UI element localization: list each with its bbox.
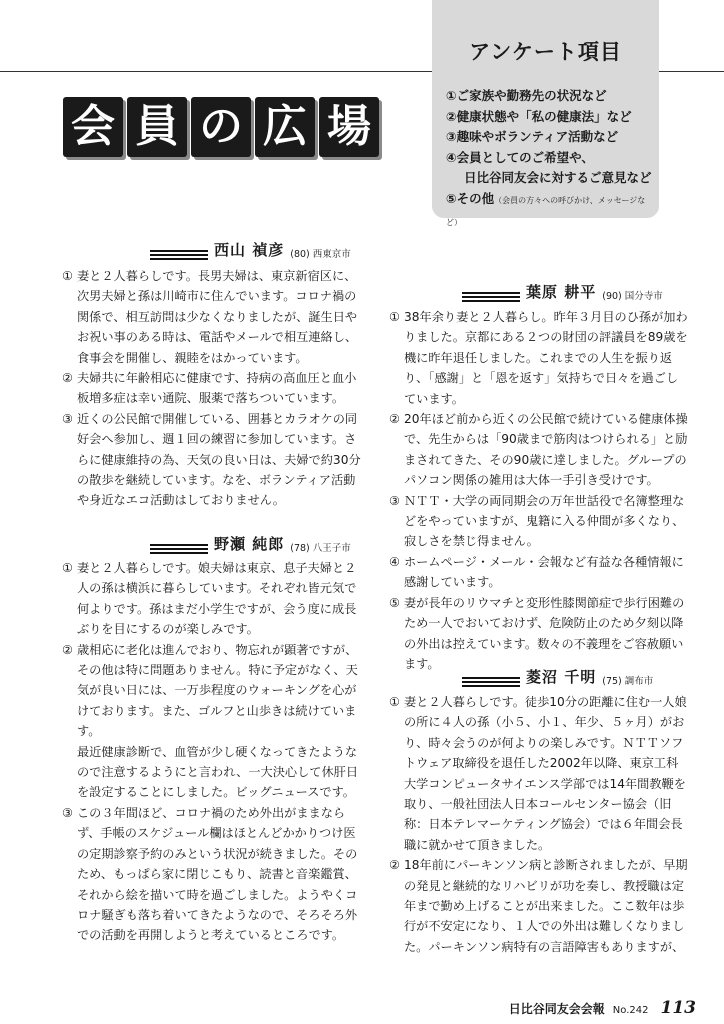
member-location: 調布市: [624, 676, 654, 687]
answer-number: ④: [389, 554, 400, 569]
answer-text: 妻と２人暮らしです。徒歩10分の距離に住む一人娘の所に４人の孫（小５、小１、年少、５ヶ月）がおり、時々会うのが何よりの楽しみです。ＮＴＴソフトウェア取締役を退任した2002年以降、東京工科大学コンピュータサイエンス学部では14年間教鞭を取り、一般社団法人日本コールセンター協会（旧称：日本テレマーケティング協会）では６年間会長職に就かせて頂きました。: [404, 695, 687, 852]
answer-item: [62, 266, 361, 368]
survey-title: アンケート項目: [469, 40, 622, 64]
survey-item: [446, 86, 656, 107]
header-rule-decoration: [150, 542, 208, 554]
answer-text: 夫婦共に年齢相応に健康です、持病の高血圧と血小板増多症は幸い通院、服薬で落ちついています。: [77, 371, 357, 406]
answer-text: 18年前にパーキンソン病と診断されましたが、早期の発見と継続的なリハビリが功を奏し、教授職は定年まで勤め上げることが出来ました。ここ数年は歩行が不安定になり、１人での外出は難しくなりました。パーキンソン病特有の言語障害もありますが、: [404, 858, 688, 954]
answer-text: 近くの公民館で開催している、囲碁とカラオケの同好会へ参加し、週１回の練習に参加しています。さらに健康維持の為、天気の良い日は、夫婦で約30分の散歩を継続しています。なを、ボランティア活動や身近なエコ活動はしておりません。: [77, 411, 361, 508]
member-header: [462, 280, 663, 302]
answer-item: [389, 692, 689, 855]
answer-text: 最近健康診断で、血管が少し硬くなってきたようなので注意するようにと言われ、一大決心して休肝日を設定することにしました。ビッグニュースです。: [77, 744, 359, 800]
answer-number: ③: [62, 805, 73, 820]
member-header: [150, 532, 351, 554]
member-age: (80): [290, 249, 310, 260]
member-age: (78): [290, 543, 310, 554]
answer-item: [62, 803, 361, 946]
survey-item: [446, 189, 656, 234]
answer-item: [389, 593, 689, 675]
answer-text: 歳相応に老化は進んでおり、物忘れが顕著ですが、その他は特に問題ありません。特に予定がなく、天気が良い日には、一万歩程度のウォーキングを心がけております。また、ゴルフと山歩きは続けています。: [77, 642, 358, 739]
member-location: 八王子市: [312, 543, 351, 554]
answer-item: [389, 491, 689, 552]
survey-item: [446, 148, 656, 189]
answer-item: [62, 640, 361, 803]
survey-item-text: ご家族や勤務先の状況など: [456, 88, 607, 103]
member-location: 西東京市: [312, 249, 351, 260]
answer-text: 妻と２人暮らしです。娘夫婦は東京、息子夫婦と２人の孫は横浜に暮らしています。それぞれ皆元気で何よりです。孫はまだ小学生ですが、会う度に成長ぶりを目にするのが楽しみです。: [77, 561, 357, 637]
answer-text: 妻と２人暮らしです。長男夫婦は、東京新宿区に、次男夫婦と孫は川崎市に住んでいます。コロナ禍の関係で、相互訪問は少なくなりましたが、誕生日やお祝い事のある時は、電話やメールで相互連絡し、食事会を開催し、親睦をはかっています。: [77, 269, 358, 365]
page-title-char: 広: [255, 97, 315, 157]
answer-number: ②: [389, 412, 400, 427]
survey-item-number: ①: [446, 88, 457, 103]
answer-number: ①: [389, 310, 400, 324]
survey-item-text: 趣味やボランティア活動など: [456, 129, 619, 144]
answer-number: ③: [62, 411, 73, 426]
answer-text: この３年間ほど、コロナ禍のため外出がままならず、手帳のスケジュール欄はほとんどかかりつけ医の定期診察予約のみという状況が続きました。そのため、もっぱら家に閉じこもり、読書と音楽鑑賞、それから絵を描いて時を過ごしました。ようやくコロナ騒ぎも落ち着いてきたようなので、そろそろ外での活動を再開しようと考えているところです。: [77, 805, 358, 943]
survey-item-number: ②: [446, 108, 457, 124]
answer-item: [389, 855, 689, 957]
survey-item-text: 会員としてのご希望や、: [456, 149, 594, 165]
survey-item-text: その他: [456, 190, 495, 206]
answer-text: 20年ほど前から近くの公民館で続けている健康体操で、先生からは「90歳まで筋肉はつけられる」と励まされてきた、その90歳に達しました。グループのパソコン関係の雑用は大体一手引き受けです。: [404, 412, 688, 488]
answer-item: [389, 552, 689, 593]
member-location: 国分寺市: [624, 291, 663, 302]
member-name: 野瀬 純郎: [214, 535, 285, 553]
page-title-char: 員: [127, 97, 187, 157]
member-answers: [62, 266, 361, 511]
member-name: 葉原 耕平: [526, 283, 597, 301]
answer-item: [62, 368, 361, 409]
answer-text: ＮＴＴ・大学の両同期会の万年世話役で名簿整理などをやっていますが、鬼籍に入る仲間が多くなり、寂しさを禁じ得ません。: [404, 493, 685, 549]
answer-item: [389, 307, 689, 409]
answer-number: ①: [62, 561, 73, 575]
survey-item-continuation: 日比谷同友会に対するご意見など: [464, 170, 652, 185]
member-answers: [389, 307, 689, 674]
answer-item: [62, 409, 361, 511]
survey-item: [446, 127, 656, 148]
page-footer: [509, 998, 696, 1018]
page-number: 113: [660, 998, 696, 1018]
answer-item: [62, 558, 361, 640]
member-age: (75): [602, 676, 622, 687]
survey-item: [446, 107, 656, 128]
header-rule-decoration: [462, 675, 520, 687]
member-age: (90): [602, 291, 622, 302]
issue-number: No.242: [612, 1005, 649, 1016]
answer-text: 38年余り妻と２人暮らし。昨年３月目のひ孫が加わりました。京都にある２つの財団の評議員を89歳を機に昨年退任しました。これまでの人生を振り返り、「感謝」と「恩を返す」気持ちで日々を過ごしています。: [404, 310, 688, 406]
member-name: 西山 禎彦: [214, 241, 285, 259]
member-name: 菱沼 千明: [526, 668, 597, 686]
answer-number: ②: [62, 371, 73, 386]
survey-item-number: ⑤: [446, 190, 457, 206]
answer-number: ①: [389, 695, 400, 709]
answer-item: [389, 409, 689, 491]
answer-text: 妻が長年のリウマチと変形性膝関節症で歩行困難のため一人でおいておけず、危険防止のため夕刻以降の外出は控えています。数々の不義理をご容赦願います。: [404, 595, 685, 671]
page-title-char: の: [191, 97, 251, 157]
answer-number: ②: [389, 858, 400, 873]
member-header: [462, 665, 653, 687]
member-answers: [389, 692, 689, 957]
survey-list: [446, 86, 656, 234]
member-header: [150, 238, 351, 260]
answer-number: ①: [62, 269, 73, 283]
member-answers: [62, 558, 361, 946]
survey-item-number: ③: [446, 129, 457, 144]
answer-number: ⑤: [389, 595, 400, 610]
header-rule-decoration: [462, 290, 520, 302]
answer-number: ③: [389, 493, 400, 508]
answer-text: ホームページ・メール・会報など有益な各種情報に感謝しています。: [404, 554, 684, 590]
survey-item-number: ④: [446, 149, 457, 165]
publication-name: 日比谷同友会会報: [508, 1002, 605, 1016]
page-title: [63, 97, 379, 157]
header-rule-decoration: [150, 248, 208, 260]
survey-item-text: 健康状態や「私の健康法」など: [456, 108, 632, 124]
survey-item-note: （会員の方々への呼びかけ、メッセージなど）: [446, 195, 646, 227]
page-title-char: 場: [319, 97, 379, 157]
survey-box: [432, 0, 659, 227]
answer-number: ②: [62, 642, 73, 657]
page-title-char: 会: [63, 97, 123, 157]
